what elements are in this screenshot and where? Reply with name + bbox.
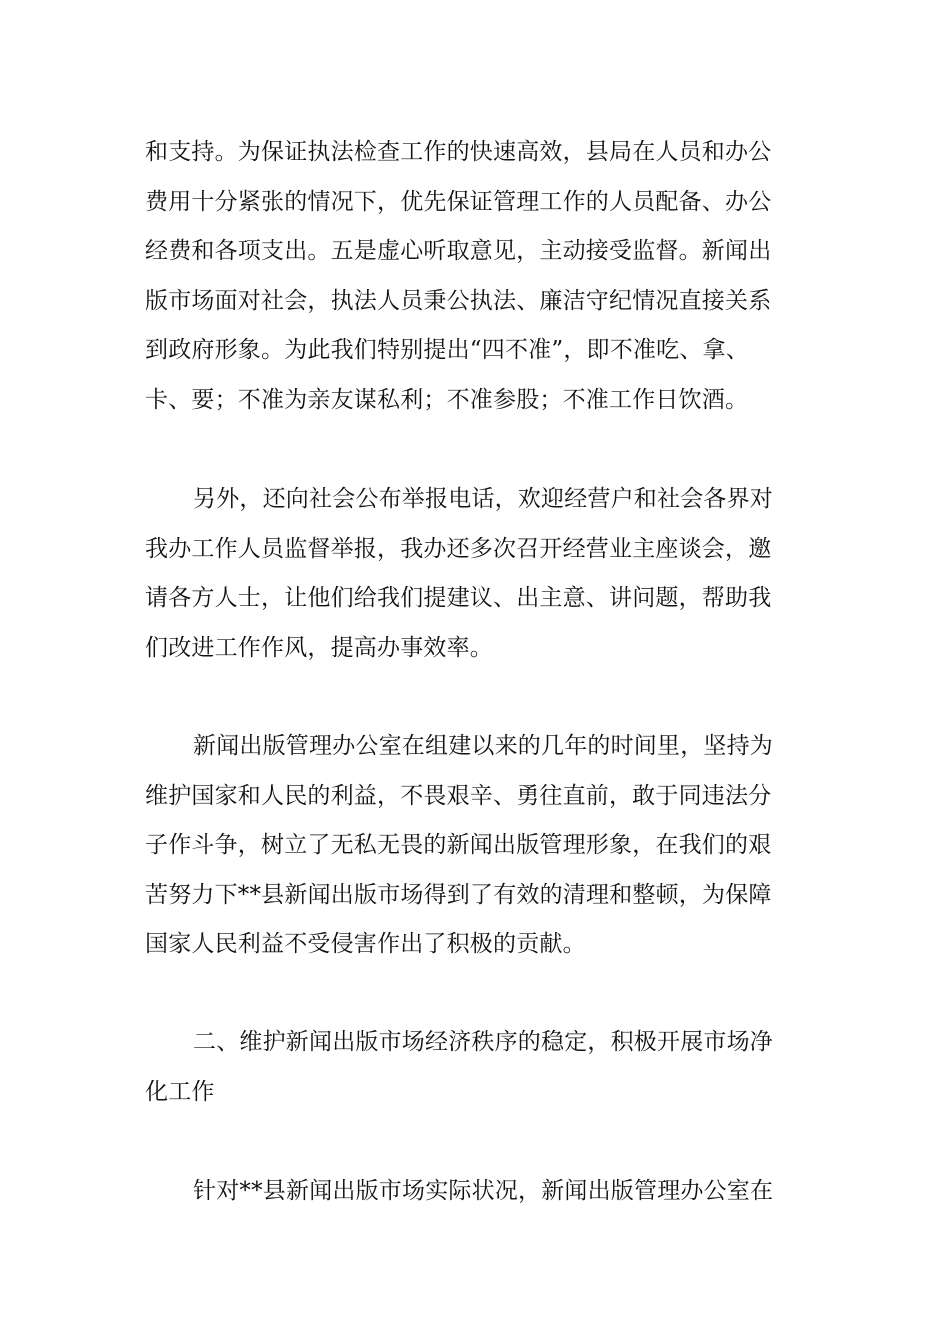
paragraph-line: 们改进工作作风，提高办事效率。 <box>145 634 493 661</box>
paragraph-line: 子作斗争，树立了无私无畏的新闻出版管理形象，在我们的艰 <box>145 832 772 859</box>
paragraph-line: 苦努力下**县新闻出版市场得到了有效的清理和整顿，为保障 <box>145 881 772 908</box>
paragraph-line: 版市场面对社会，执法人员秉公执法、廉洁守纪情况直接关系 <box>145 287 772 314</box>
paragraph-5 <box>145 1167 815 1217</box>
paragraph-line: 费用十分紧张的情况下，优先保证管理工作的人员配备、办公 <box>145 188 772 215</box>
paragraph-line: 经费和各项支出。五是虚心听取意见，主动接受监督。新闻出 <box>145 238 772 265</box>
paragraph-1 <box>145 128 815 426</box>
paragraph-line: 卡、要；不准为亲友谋私利；不准参股；不准工作日饮酒。 <box>145 386 749 413</box>
paragraph-line: 请各方人士，让他们给我们提建议、出主意、讲问题，帮助我 <box>145 585 772 612</box>
paragraph-line: 我办工作人员监督举报，我办还多次召开经营业主座谈会，邀 <box>145 535 772 562</box>
paragraph-line: 维护国家和人民的利益，不畏艰辛、勇往直前，敢于同违法分 <box>145 782 772 809</box>
paragraph-line: 针对**县新闻出版市场实际状况，新闻出版管理办公室在 <box>193 1178 774 1204</box>
heading-line: 二、维护新闻出版市场经济秩序的稳定，积极开展市场净 <box>193 1029 773 1055</box>
section-heading-2 <box>145 1018 815 1117</box>
paragraph-line: 到政府形象。为此我们特别提出“四不准”，即不准吃、拿、 <box>145 337 749 364</box>
heading-line: 化工作 <box>145 1078 215 1105</box>
paragraph-line: 另外，还向社会公布举报电话，欢迎经营户和社会各界对 <box>193 486 773 512</box>
paragraph-line: 新闻出版管理办公室在组建以来的几年的时间里，坚持为 <box>193 733 773 759</box>
paragraph-3 <box>145 722 815 970</box>
paragraph-line: 国家人民利益不受侵害作出了积极的贡献。 <box>145 931 586 958</box>
paragraph-2 <box>145 475 815 673</box>
paragraph-line: 和支持。为保证执法检查工作的快速高效，县局在人员和办公 <box>145 139 772 165</box>
